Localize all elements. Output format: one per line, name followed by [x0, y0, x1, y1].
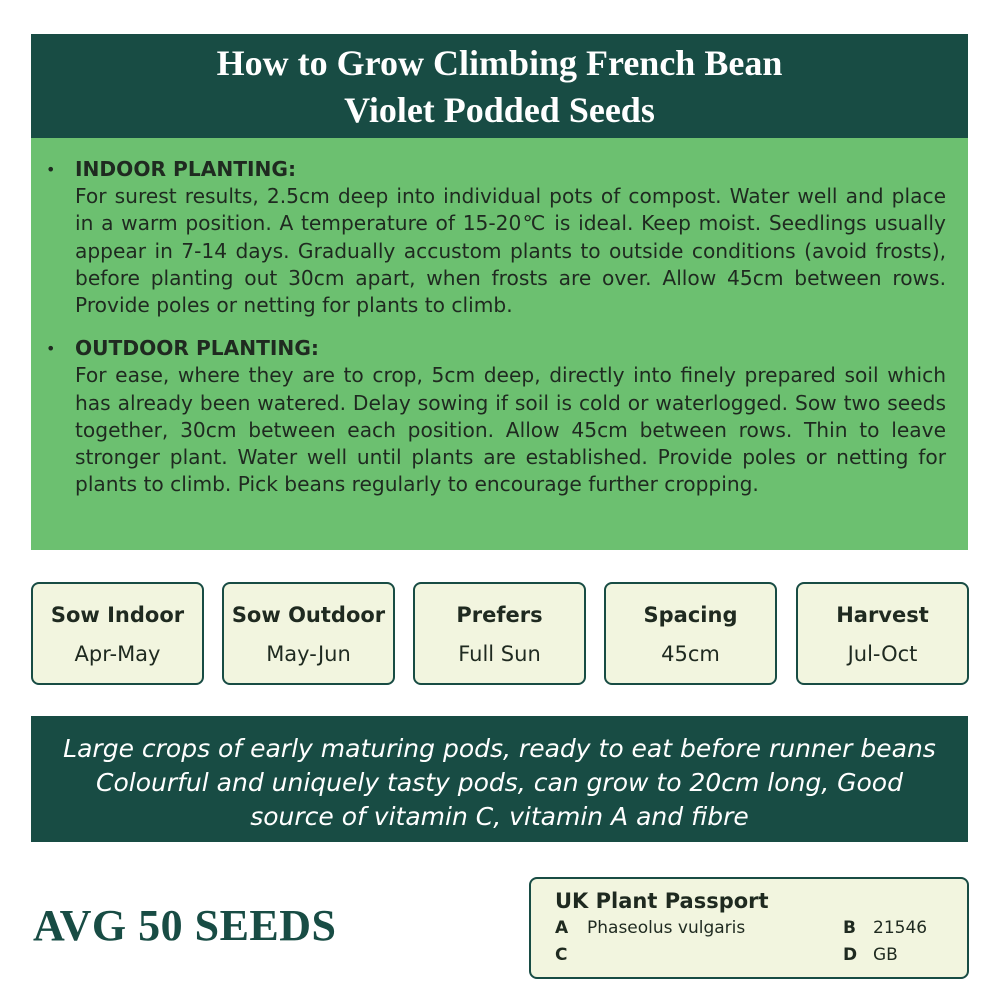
passport-b-value: 21546: [873, 918, 928, 938]
fact-value: Apr-May: [74, 642, 161, 666]
indoor-planting-heading: INDOOR PLANTING:: [75, 157, 297, 181]
passport-d-letter: D: [843, 945, 858, 965]
fact-label: Sow Indoor: [50, 603, 185, 627]
indoor-planting-text: For surest results, 2.5cm deep into individual pots of compost. Water well and place in a warm position. A temperature of 15-20℃ is ideal. Keep moist. Seedlings usually appear in 7-14 days. Gradually accustom plants to outside conditions (avoid frosts), before planting out 30cm apart, when frosts are over. Allow 45cm between rows. Provide poles or netting for plants to climb.: [75, 184, 946, 318]
fact-label: Prefers: [456, 603, 543, 627]
passport-d-value: GB: [873, 945, 898, 965]
planting-instructions: [31, 138, 968, 550]
outdoor-planting-section: [46, 335, 946, 498]
fact-value: Jul-Oct: [847, 642, 918, 666]
growing-facts: [31, 582, 969, 685]
fact-label: Sow Outdoor: [231, 603, 386, 627]
passport-a-value: Phaseolus vulgaris: [587, 918, 746, 938]
outdoor-planting-text: For ease, where they are to crop, 5cm deep, directly into finely prepared soil which has already been watered. Delay sowing if soil is cold or waterlogged. Sow two seeds together, 30cm between each position. Allow 45cm between rows. Thin to leave stronger plant. Water well until plants are established. Provide poles or netting for plants to climb. Pick beans regularly to encourage further cropping.: [75, 363, 946, 497]
bullet-icon: •: [46, 339, 56, 359]
page-title: [31, 34, 968, 138]
fact-prefers: [413, 582, 586, 685]
outdoor-planting-heading: OUTDOOR PLANTING:: [75, 336, 319, 361]
passport-title: UK Plant Passport: [555, 889, 769, 913]
passport-a-letter: A: [555, 918, 569, 938]
description-text: Large crops of early maturing pods, ready to eat before runner beans Colourful and uniquely tasty pods, can grow to 20cm long, Good source of vitamin C, vitamin A and fibre: [63, 734, 936, 831]
fact-label: Harvest: [836, 603, 929, 627]
title-line-1: How to Grow Climbing French Bean: [216, 43, 783, 83]
title-line-2: Violet Podded Seeds: [344, 90, 655, 130]
fact-value: 45cm: [661, 642, 720, 666]
passport-row-cd: [555, 942, 967, 969]
fact-value: Full Sun: [458, 642, 541, 666]
fact-label: Spacing: [643, 603, 738, 627]
fact-harvest: [796, 582, 969, 685]
bullet-icon: •: [46, 160, 56, 179]
plant-passport: [529, 877, 969, 979]
variety-description: [31, 716, 968, 842]
passport-c-letter: C: [555, 945, 568, 965]
fact-spacing: [604, 582, 777, 685]
seed-count: AVG 50 SEEDS: [33, 901, 337, 950]
indoor-planting-section: [46, 156, 946, 319]
fact-value: May-Jun: [266, 642, 351, 666]
passport-row-ab: [555, 915, 967, 942]
fact-sow-outdoor: [222, 582, 395, 685]
passport-b-letter: B: [843, 918, 856, 938]
fact-sow-indoor: [31, 582, 204, 685]
